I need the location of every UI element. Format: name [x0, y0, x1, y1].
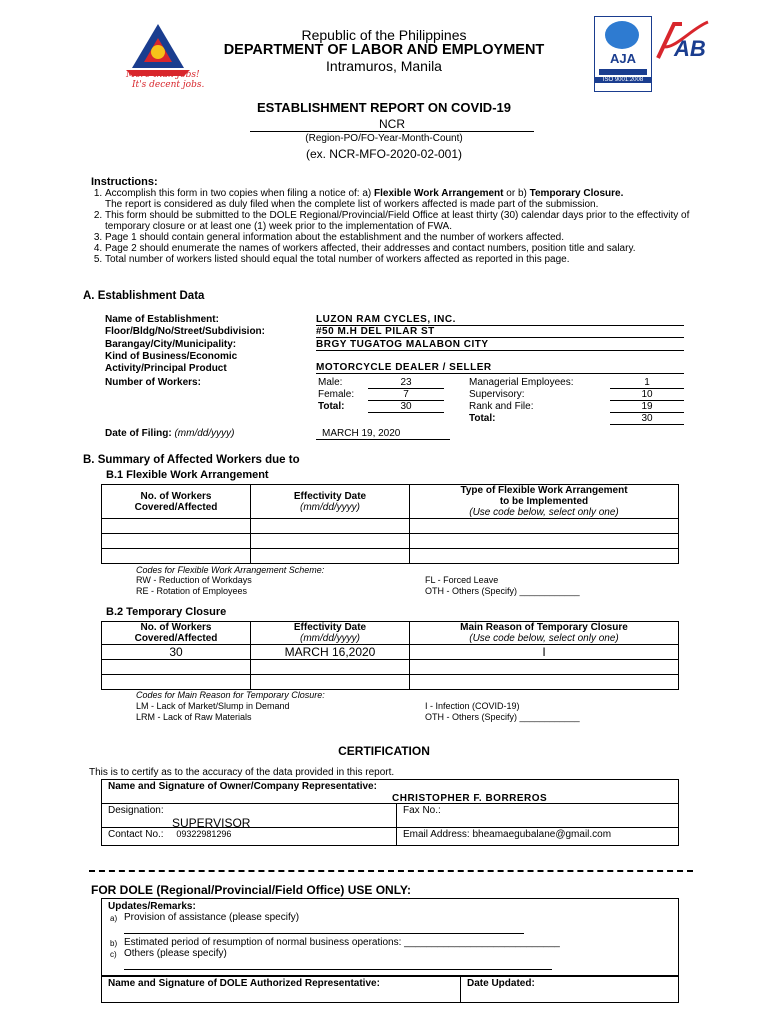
business-kind-label-2: Activity/Principal Product — [105, 363, 227, 374]
supervisory-label: Supervisory: — [469, 389, 525, 400]
dole-rep-cell[interactable] — [102, 977, 461, 1003]
instructions-title: Instructions: — [91, 176, 158, 188]
item-a-line[interactable] — [124, 933, 524, 934]
closure-code-i: I - Infection (COVID-19) — [425, 701, 520, 711]
closure-col-reason: Main Reason of Temporary Closure (Use code below, select only one) — [410, 622, 679, 645]
section-b-title: B. Summary of Affected Workers due to — [83, 454, 300, 466]
establishment-name-label: Name of Establishment: — [105, 314, 219, 325]
table-row — [102, 675, 679, 690]
contact-cell[interactable] — [102, 828, 397, 846]
b2-title: B.2 Temporary Closure — [106, 606, 227, 618]
barangay-label: Barangay/City/Municipality: — [105, 339, 237, 350]
closure-code-lrm: LRM - Lack of Raw Materials — [136, 712, 252, 722]
fwa-code-fl: FL - Forced Leave — [425, 575, 499, 585]
table-row — [102, 645, 679, 660]
barangay-field[interactable]: BRGY TUGATOG MALABON CITY — [316, 339, 684, 351]
fwa-code-re: RE - Rotation of Employees — [136, 586, 248, 596]
region-code-hint: (Region-PO/FO-Year-Month-Count) — [305, 133, 463, 144]
email-cell[interactable] — [397, 828, 679, 846]
item-b-marker: b) — [110, 939, 118, 948]
closure-code-lm: LM - Lack of Market/Slump in Demand — [136, 701, 290, 711]
instruction-3: 3. Page 1 should contain general information about the establishment and the number of workers affected. — [105, 232, 694, 243]
aja-text: AJA — [609, 51, 636, 66]
certification-table — [101, 779, 679, 846]
certification-text: This is to certify as to the accuracy of the data provided in this report. — [89, 767, 395, 778]
filing-date-label — [105, 428, 234, 439]
dole-rep-label: Name and Signature of DOLE Authorized Representative: — [108, 978, 380, 989]
table-row — [102, 519, 679, 534]
dole-remarks-box — [101, 898, 679, 976]
closure-workers-cell[interactable]: 30 — [102, 645, 251, 660]
republic-line: Republic of the Philippines — [301, 27, 467, 43]
total-positions-label: Total: — [469, 413, 496, 424]
dole-signature-table — [101, 976, 679, 1003]
male-label: Male: — [318, 377, 343, 388]
total-workers-field[interactable]: 30 — [368, 401, 444, 413]
rank-file-label: Rank and File: — [469, 401, 534, 412]
item-c-line[interactable] — [124, 969, 552, 970]
filing-date-field[interactable]: MARCH 19, 2020 — [316, 428, 450, 440]
item-c-text: Others (please specify) — [124, 948, 227, 959]
contact-value: 09322981296 — [176, 829, 232, 839]
closure-col-date: Effectivity Date (mm/dd/yyyy) — [251, 622, 410, 645]
logo-slogan-1: More than Jobs! — [126, 70, 200, 80]
region-code-field[interactable]: NCR — [250, 117, 534, 132]
date-updated-cell[interactable] — [461, 977, 679, 1003]
certification-title: CERTIFICATION — [338, 744, 430, 758]
workers-label: Number of Workers: — [105, 377, 201, 388]
table-row — [102, 534, 679, 549]
aja-certification-logo — [594, 16, 652, 92]
male-field[interactable]: 23 — [368, 377, 444, 389]
designation-value: SUPERVISOR — [172, 816, 251, 830]
dole-use-title: FOR DOLE (Regional/Provincial/Field Office) USE ONLY: — [91, 883, 412, 897]
owner-cell[interactable] — [102, 780, 679, 804]
address-label: Floor/Bldg/No/Street/Subdivision: — [105, 326, 265, 337]
instruction-5: 5. Total number of workers listed should equal the total number of workers affected as reported in this page. — [105, 254, 694, 265]
filing-date-hint: (mm/dd/yyyy) — [174, 428, 235, 439]
instruction-4: 4. Page 2 should enumerate the names of workers affected, their addresses and contact numbers, position title and salary. — [105, 243, 694, 254]
rank-file-field[interactable]: 19 — [610, 401, 684, 413]
owner-label: Name and Signature of Owner/Company Representative: — [108, 781, 377, 792]
item-a-marker: a) — [110, 914, 118, 923]
instruction-2: 2. This form should be submitted to the DOLE Regional/Provincial/Field Office at least thirty (30) calendar days prior to the effectivity of temporary closure or at least one (1) week prior to the implementation of FWA. — [105, 210, 694, 232]
jab-logo — [652, 16, 714, 90]
closure-reason-cell[interactable]: I — [410, 645, 679, 660]
instruction-1: 1. Accomplish this form in two copies when filing a notice of: a) Flexible Work Arrangement or b) Temporary Closure. The report is considered as duly filed when the complete list of workers affected is made part of the submission. — [105, 188, 694, 210]
designation-cell[interactable] — [102, 804, 397, 828]
b1-title: B.1 Flexible Work Arrangement — [106, 469, 269, 481]
supervisory-field[interactable]: 10 — [610, 389, 684, 401]
logo-slogan-2: It's decent jobs. — [132, 80, 205, 90]
total-workers-label: Total: — [318, 401, 345, 412]
region-code-example: (ex. NCR-MFO-2020-02-001) — [305, 147, 463, 161]
email-label: Email Address: — [403, 829, 470, 840]
updates-label: Updates/Remarks: — [108, 901, 196, 912]
section-a-title: A. Establishment Data — [83, 290, 205, 302]
aja-iso: ISO 9001:2008 — [595, 77, 651, 83]
jab-text: AB — [674, 36, 706, 61]
fwa-code-rw: RW - Reduction of Workdays — [136, 575, 252, 585]
item-b-text[interactable]: Estimated period of resumption of normal business operations: ____________________________ — [124, 937, 560, 948]
managerial-field[interactable]: 1 — [610, 377, 684, 389]
closure-codes-title: Codes for Main Reason for Temporary Closure: — [136, 690, 325, 700]
female-label: Female: — [318, 389, 355, 400]
owner-value: CHRISTOPHER F. BORREROS — [392, 793, 548, 804]
table-row — [102, 549, 679, 564]
fwa-table — [101, 484, 679, 564]
closure-code-oth: OTH - Others (Specify) ____________ — [425, 712, 580, 722]
designation-label: Designation: — [108, 805, 164, 816]
item-c-marker: c) — [110, 950, 117, 959]
table-row — [102, 660, 679, 675]
department-name: DEPARTMENT OF LABOR AND EMPLOYMENT — [223, 42, 545, 58]
fwa-col-date: Effectivity Date (mm/dd/yyyy) — [251, 485, 410, 519]
fwa-col-type: Type of Flexible Work Arrangement to be Implemented (Use code below, select only one) — [410, 485, 679, 519]
date-updated-label: Date Updated: — [467, 978, 535, 989]
closure-table — [101, 621, 679, 690]
contact-label: Contact No.: — [108, 829, 164, 840]
item-a-text: Provision of assistance (please specify) — [124, 912, 300, 923]
closure-date-cell[interactable]: MARCH 16,2020 — [251, 645, 410, 660]
address-field[interactable]: #50 M.H DEL PILAR ST — [316, 326, 684, 338]
fwa-codes-title: Codes for Flexible Work Arrangement Scheme: — [136, 565, 325, 575]
fwa-code-oth: OTH - Others (Specify) ____________ — [425, 586, 580, 596]
business-kind-label-1: Kind of Business/Economic — [105, 351, 238, 362]
closure-col-workers: No. of Workers Covered/Affected — [102, 622, 251, 645]
business-kind-field[interactable]: MOTORCYCLE DEALER / SELLER — [316, 362, 684, 374]
divider — [89, 870, 693, 872]
form-title: ESTABLISHMENT REPORT ON COVID-19 — [256, 100, 511, 115]
female-field[interactable]: 7 — [368, 389, 444, 401]
department-location: Intramuros, Manila — [326, 58, 442, 74]
fwa-col-workers: No. of Workers Covered/Affected — [102, 485, 251, 519]
establishment-name-field[interactable]: LUZON RAM CYCLES, INC. — [316, 314, 684, 326]
total-positions-field[interactable]: 30 — [610, 413, 684, 425]
managerial-label: Managerial Employees: — [469, 377, 574, 388]
fax-label: Fax No.: — [403, 805, 441, 816]
filing-date-label-text: Date of Filing: — [105, 428, 172, 439]
email-value: bheamaegubalane@gmail.com — [472, 829, 612, 840]
fax-cell[interactable] — [397, 804, 679, 828]
instructions-list — [89, 188, 694, 265]
